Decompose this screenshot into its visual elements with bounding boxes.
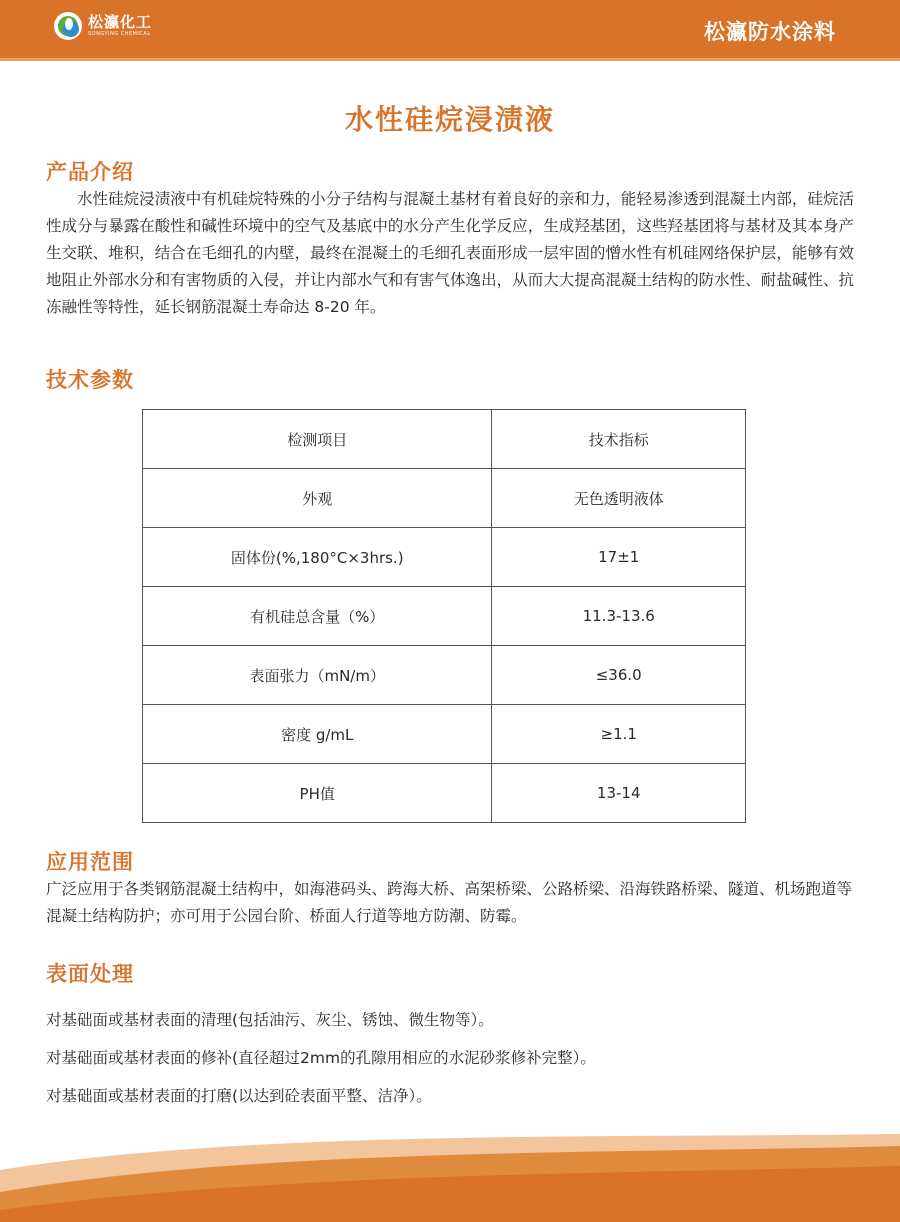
- section-heading-intro: 产品介绍: [46, 160, 134, 184]
- surface-item: 对基础面或基材表面的清理(包括油污、灰尘、锈蚀、微生物等）。: [46, 1011, 494, 1029]
- logo-name-cn: 松瀛化工: [88, 13, 153, 31]
- spec-value: ≤36.0: [492, 646, 746, 705]
- spec-item: 固体份(%,180°C×3hrs.): [143, 528, 492, 587]
- section-heading-application: 应用范围: [46, 850, 134, 874]
- table-row: [143, 528, 746, 587]
- footer-wave: [0, 1130, 900, 1222]
- spec-value: ≥1.1: [492, 705, 746, 764]
- surface-item: 对基础面或基材表面的修补(直径超过2mm的孔隙用相应的水泥砂浆修补完整）。: [46, 1049, 596, 1067]
- page-title: 水性硅烷浸渍液: [344, 103, 555, 136]
- spec-value: 11.3-13.6: [492, 587, 746, 646]
- spec-item: PH值: [143, 764, 492, 823]
- logo-name-en: SONGYING CHEMICAL: [88, 31, 151, 37]
- table-header-cell: 技术指标: [492, 410, 746, 469]
- spec-item: 外观: [143, 469, 492, 528]
- spec-item: 有机硅总含量（%）: [143, 587, 492, 646]
- spec-value: 无色透明液体: [492, 469, 746, 528]
- table-row: [143, 764, 746, 823]
- table-header-row: [143, 410, 746, 469]
- company-logo: [54, 12, 152, 40]
- spec-value: 13-14: [492, 764, 746, 823]
- table-header-cell: 检测项目: [143, 410, 492, 469]
- spec-value: 17±1: [492, 528, 746, 587]
- spec-item: 表面张力（mN/m）: [143, 646, 492, 705]
- section-heading-surface: 表面处理: [46, 962, 134, 986]
- spec-item: 密度 g/mL: [143, 705, 492, 764]
- table-row: [143, 469, 746, 528]
- table-row: [143, 705, 746, 764]
- intro-paragraph: 水性硅烷浸渍液中有机硅烷特殊的小分子结构与混凝土基材有着良好的亲和力，能轻易渗透到混凝土内部，硅烷活性成分与暴露在酸性和碱性环境中的空气及基底中的水分产生化学反应，生成羟基团，这些羟基团将与基材及其本身产生交联、堆积，结合在毛细孔的内壁，最终在混凝土的毛细孔表面形成一层牢固的憎水性有机硅网络保护层，能够有效地阻止外部水分和有害物质的入侵，并让内部水气和有害气体逸出，从而大大提高混凝土结构的防水性、耐盐碱性、抗冻融性等特性，延长钢筋混凝土寿命达 8-20 年。: [46, 190, 854, 316]
- header-bar: [0, 0, 900, 58]
- table-row: [143, 587, 746, 646]
- section-heading-specs: 技术参数: [46, 368, 134, 392]
- brand-title: 松瀛防水涂料: [704, 20, 836, 44]
- surface-item: 对基础面或基材表面的打磨(以达到砼表面平整、洁净）。: [46, 1087, 432, 1105]
- application-paragraph: 广泛应用于各类钢筋混凝土结构中，如海港码头、跨海大桥、高架桥梁、公路桥梁、沿海铁路桥梁、隧道、机场跑道等混凝土结构防护；亦可用于公园台阶、桥面人行道等地方防潮、防霉。: [46, 880, 853, 925]
- logo-icon: [54, 12, 82, 40]
- spec-table: [142, 409, 746, 823]
- header-divider: [0, 58, 900, 61]
- table-row: [143, 646, 746, 705]
